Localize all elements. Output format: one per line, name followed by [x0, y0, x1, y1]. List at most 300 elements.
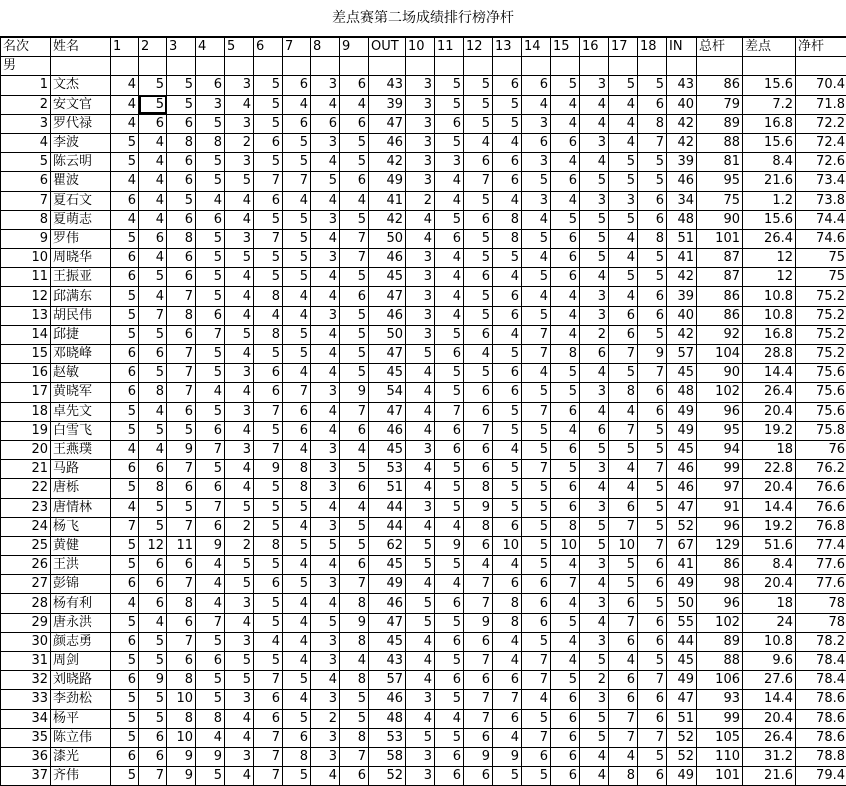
score-cell[interactable]: 6 [435, 229, 464, 248]
score-cell[interactable]: 14.4 [743, 364, 796, 383]
score-cell[interactable]: 6 [464, 383, 493, 402]
score-cell[interactable]: 5 [464, 229, 493, 248]
score-cell[interactable]: 7 [139, 767, 167, 786]
score-cell[interactable]: 6 [340, 421, 369, 440]
score-cell[interactable]: 96 [697, 517, 743, 536]
score-cell[interactable]: 6 [196, 421, 225, 440]
score-cell[interactable]: 5 [493, 95, 522, 114]
score-cell[interactable]: 4 [283, 440, 311, 459]
score-cell[interactable]: 4 [311, 671, 340, 690]
empty-cell[interactable] [609, 57, 638, 76]
player-name-cell[interactable]: 陈云明 [51, 153, 111, 172]
score-cell[interactable]: 6 [435, 114, 464, 133]
score-cell[interactable]: 7 [254, 172, 283, 191]
score-cell[interactable]: 47 [369, 114, 406, 133]
score-cell[interactable]: 5 [283, 325, 311, 344]
score-cell[interactable]: 4 [196, 728, 225, 747]
score-cell[interactable]: 4 [196, 383, 225, 402]
score-cell[interactable]: 5 [464, 95, 493, 114]
empty-cell[interactable] [796, 57, 846, 76]
score-cell[interactable]: 7 [254, 671, 283, 690]
score-cell[interactable]: 96 [697, 402, 743, 421]
score-cell[interactable]: 4 [311, 767, 340, 786]
score-cell[interactable]: 9.6 [743, 652, 796, 671]
column-header[interactable]: IN [667, 38, 697, 57]
score-cell[interactable]: 4 [340, 440, 369, 459]
score-cell[interactable]: 86 [697, 306, 743, 325]
score-cell[interactable]: 5 [638, 172, 667, 191]
score-cell[interactable]: 4 [435, 709, 464, 728]
score-cell[interactable]: 21.6 [743, 172, 796, 191]
score-cell[interactable]: 5 [254, 345, 283, 364]
score-cell[interactable]: 39 [667, 153, 697, 172]
score-cell[interactable]: 5 [254, 268, 283, 287]
score-cell[interactable]: 5 [225, 575, 254, 594]
column-header[interactable]: 3 [167, 38, 196, 57]
score-cell[interactable]: 6 [167, 402, 196, 421]
score-cell[interactable]: 90 [697, 364, 743, 383]
score-cell[interactable]: 8 [283, 460, 311, 479]
score-cell[interactable]: 4 [139, 133, 167, 152]
score-cell[interactable]: 4 [435, 191, 464, 210]
score-cell[interactable]: 7 [167, 383, 196, 402]
score-cell[interactable]: 5 [283, 709, 311, 728]
score-cell[interactable]: 5 [406, 728, 435, 747]
score-cell[interactable]: 46 [369, 421, 406, 440]
score-cell[interactable]: 5 [196, 287, 225, 306]
score-cell[interactable]: 6 [522, 76, 551, 95]
score-cell[interactable]: 6 [464, 268, 493, 287]
score-cell[interactable]: 96 [697, 594, 743, 613]
score-cell[interactable]: 88 [697, 652, 743, 671]
score-cell[interactable]: 75.6 [796, 364, 846, 383]
score-cell[interactable]: 5 [111, 728, 139, 747]
score-cell[interactable]: 91 [697, 498, 743, 517]
score-cell[interactable]: 8 [638, 229, 667, 248]
score-cell[interactable]: 4 [522, 210, 551, 229]
score-cell[interactable]: 6 [551, 249, 580, 268]
score-cell[interactable]: 7 [196, 613, 225, 632]
score-cell[interactable]: 7 [638, 364, 667, 383]
score-cell[interactable]: 5 [609, 575, 638, 594]
score-cell[interactable]: 5 [225, 652, 254, 671]
score-cell[interactable]: 9 [167, 440, 196, 459]
score-cell[interactable]: 20.4 [743, 575, 796, 594]
score-cell[interactable]: 40 [667, 95, 697, 114]
score-cell[interactable]: 5 [522, 268, 551, 287]
score-cell[interactable]: 3 [225, 402, 254, 421]
score-cell[interactable]: 4 [551, 632, 580, 651]
score-cell[interactable]: 7 [254, 229, 283, 248]
score-cell[interactable]: 4 [139, 613, 167, 632]
score-cell[interactable]: 5 [551, 210, 580, 229]
score-cell[interactable]: 89 [697, 114, 743, 133]
score-cell[interactable]: 5 [139, 76, 167, 95]
score-cell[interactable]: 28 [1, 594, 51, 613]
score-cell[interactable]: 8 [167, 671, 196, 690]
score-cell[interactable]: 6 [340, 172, 369, 191]
score-cell[interactable]: 5 [638, 747, 667, 766]
score-cell[interactable]: 5 [111, 325, 139, 344]
score-cell[interactable]: 8 [196, 709, 225, 728]
score-cell[interactable]: 9 [254, 460, 283, 479]
score-cell[interactable]: 4 [435, 249, 464, 268]
score-cell[interactable]: 6 [196, 652, 225, 671]
score-cell[interactable]: 43 [369, 76, 406, 95]
player-name-cell[interactable]: 文杰 [51, 76, 111, 95]
score-cell[interactable]: 8 [340, 632, 369, 651]
score-cell[interactable]: 4 [311, 402, 340, 421]
score-cell[interactable]: 4 [311, 191, 340, 210]
score-cell[interactable]: 3 [406, 767, 435, 786]
score-cell[interactable]: 4 [551, 191, 580, 210]
score-cell[interactable]: 43 [369, 652, 406, 671]
score-cell[interactable]: 5 [435, 728, 464, 747]
score-cell[interactable]: 77.4 [796, 536, 846, 555]
empty-cell[interactable] [111, 57, 139, 76]
score-cell[interactable]: 5 [406, 613, 435, 632]
score-cell[interactable]: 31 [1, 652, 51, 671]
score-cell[interactable]: 4 [225, 268, 254, 287]
score-cell[interactable]: 4 [283, 306, 311, 325]
score-cell[interactable]: 8 [139, 383, 167, 402]
score-cell[interactable]: 7 [609, 728, 638, 747]
column-header[interactable]: 10 [406, 38, 435, 57]
score-cell[interactable]: 3 [580, 191, 609, 210]
score-cell[interactable]: 4 [493, 556, 522, 575]
score-cell[interactable]: 79 [697, 95, 743, 114]
score-cell[interactable]: 5 [254, 479, 283, 498]
score-cell[interactable]: 7 [254, 747, 283, 766]
score-cell[interactable]: 4 [311, 498, 340, 517]
score-cell[interactable]: 5 [139, 709, 167, 728]
score-cell[interactable]: 4 [311, 95, 340, 114]
player-name-cell[interactable]: 邱捷 [51, 325, 111, 344]
column-header[interactable]: 8 [311, 38, 340, 57]
score-cell[interactable]: 7 [638, 536, 667, 555]
score-cell[interactable]: 5 [254, 594, 283, 613]
score-cell[interactable]: 5 [111, 306, 139, 325]
score-cell[interactable]: 5 [522, 306, 551, 325]
score-cell[interactable]: 6 [111, 345, 139, 364]
score-cell[interactable]: 46 [369, 690, 406, 709]
score-cell[interactable]: 6 [580, 421, 609, 440]
score-cell[interactable]: 3 [311, 690, 340, 709]
score-cell[interactable]: 5 [340, 364, 369, 383]
score-cell[interactable]: 7 [254, 728, 283, 747]
score-cell[interactable]: 3 [522, 153, 551, 172]
score-cell[interactable]: 5 [167, 421, 196, 440]
player-name-cell[interactable]: 赵敏 [51, 364, 111, 383]
score-cell[interactable]: 5 [493, 767, 522, 786]
score-cell[interactable]: 46 [667, 172, 697, 191]
score-cell[interactable]: 3 [311, 728, 340, 747]
player-name-cell[interactable]: 罗代禄 [51, 114, 111, 133]
score-cell[interactable]: 46 [667, 479, 697, 498]
score-cell[interactable]: 2 [406, 191, 435, 210]
score-cell[interactable]: 5 [340, 210, 369, 229]
score-cell[interactable]: 4 [283, 517, 311, 536]
column-header[interactable]: 6 [254, 38, 283, 57]
score-cell[interactable]: 49 [369, 172, 406, 191]
score-cell[interactable]: 6 [111, 249, 139, 268]
player-name-cell[interactable]: 彭锦 [51, 575, 111, 594]
score-cell[interactable]: 4 [464, 345, 493, 364]
score-cell[interactable]: 9 [340, 613, 369, 632]
player-name-cell[interactable]: 陈立伟 [51, 728, 111, 747]
score-cell[interactable]: 4 [311, 287, 340, 306]
score-cell[interactable]: 5 [1, 153, 51, 172]
score-cell[interactable]: 5 [111, 709, 139, 728]
score-cell[interactable]: 4 [609, 133, 638, 152]
score-cell[interactable]: 5 [638, 76, 667, 95]
score-cell[interactable]: 5 [493, 421, 522, 440]
score-cell[interactable]: 6 [464, 402, 493, 421]
score-cell[interactable]: 4 [196, 575, 225, 594]
player-name-cell[interactable]: 邓晓峰 [51, 345, 111, 364]
score-cell[interactable]: 5 [283, 268, 311, 287]
score-cell[interactable]: 5 [435, 210, 464, 229]
score-cell[interactable]: 5 [225, 172, 254, 191]
score-cell[interactable]: 3 [225, 76, 254, 95]
score-cell[interactable]: 67 [667, 536, 697, 555]
score-cell[interactable]: 4 [435, 575, 464, 594]
score-cell[interactable]: 4 [1, 133, 51, 152]
score-cell[interactable]: 4 [609, 479, 638, 498]
score-cell[interactable]: 5 [111, 652, 139, 671]
score-cell[interactable]: 4 [283, 594, 311, 613]
score-cell[interactable]: 10 [551, 536, 580, 555]
score-cell[interactable]: 5 [196, 767, 225, 786]
score-cell[interactable]: 5 [196, 460, 225, 479]
score-cell[interactable]: 3 [1, 114, 51, 133]
score-cell[interactable]: 5 [464, 249, 493, 268]
score-cell[interactable]: 5 [493, 479, 522, 498]
score-cell[interactable]: 45 [369, 268, 406, 287]
score-cell[interactable]: 6 [522, 613, 551, 632]
score-cell[interactable]: 6 [638, 306, 667, 325]
score-cell[interactable]: 102 [697, 613, 743, 632]
score-cell[interactable]: 6 [638, 402, 667, 421]
score-cell[interactable]: 42 [667, 133, 697, 152]
score-cell[interactable]: 4 [254, 306, 283, 325]
score-cell[interactable]: 8 [638, 114, 667, 133]
empty-cell[interactable] [167, 57, 196, 76]
score-cell[interactable]: 8 [167, 133, 196, 152]
score-cell[interactable]: 6 [493, 76, 522, 95]
score-cell[interactable]: 5 [254, 95, 283, 114]
score-cell[interactable]: 9 [638, 345, 667, 364]
score-cell[interactable]: 76.8 [796, 517, 846, 536]
score-cell[interactable]: 4 [225, 767, 254, 786]
score-cell[interactable]: 6 [340, 287, 369, 306]
score-cell[interactable]: 16 [1, 364, 51, 383]
score-cell[interactable]: 53 [369, 728, 406, 747]
score-cell[interactable]: 4 [406, 402, 435, 421]
score-cell[interactable]: 5 [493, 498, 522, 517]
score-cell[interactable]: 5 [522, 479, 551, 498]
score-cell[interactable]: 5 [196, 153, 225, 172]
score-cell[interactable]: 8 [493, 613, 522, 632]
score-cell[interactable]: 6 [493, 287, 522, 306]
score-cell[interactable]: 5 [551, 76, 580, 95]
score-cell[interactable]: 4 [406, 383, 435, 402]
score-cell[interactable]: 7 [522, 460, 551, 479]
score-cell[interactable]: 5 [638, 517, 667, 536]
score-cell[interactable]: 6 [638, 632, 667, 651]
score-cell[interactable]: 5 [435, 690, 464, 709]
player-name-cell[interactable]: 杨平 [51, 709, 111, 728]
score-cell[interactable]: 75.8 [796, 421, 846, 440]
score-cell[interactable]: 6 [167, 153, 196, 172]
player-name-cell[interactable]: 安文官 [51, 95, 111, 114]
score-cell[interactable]: 5 [580, 440, 609, 459]
score-cell[interactable]: 42 [667, 325, 697, 344]
player-name-cell[interactable]: 王燕璞 [51, 440, 111, 459]
score-cell[interactable]: 4 [551, 421, 580, 440]
score-cell[interactable]: 81 [697, 153, 743, 172]
score-cell[interactable]: 4 [406, 479, 435, 498]
score-cell[interactable]: 5 [225, 498, 254, 517]
score-cell[interactable]: 4 [311, 556, 340, 575]
score-cell[interactable]: 6 [464, 210, 493, 229]
score-cell[interactable]: 8 [167, 709, 196, 728]
score-cell[interactable]: 4 [139, 249, 167, 268]
empty-cell[interactable] [743, 57, 796, 76]
player-name-cell[interactable]: 卓先文 [51, 402, 111, 421]
column-header[interactable]: 5 [225, 38, 254, 57]
column-header[interactable]: 9 [340, 38, 369, 57]
score-cell[interactable]: 5 [522, 709, 551, 728]
score-cell[interactable]: 7 [638, 460, 667, 479]
score-cell[interactable]: 5 [609, 556, 638, 575]
column-header[interactable]: 名次 [1, 38, 51, 57]
score-cell[interactable]: 4 [580, 613, 609, 632]
score-cell[interactable]: 41 [667, 556, 697, 575]
score-cell[interactable]: 6 [493, 517, 522, 536]
score-cell[interactable]: 5 [435, 556, 464, 575]
score-cell[interactable]: 5 [196, 671, 225, 690]
score-cell[interactable]: 48 [667, 210, 697, 229]
score-cell[interactable]: 6 [551, 440, 580, 459]
score-cell[interactable]: 4 [580, 268, 609, 287]
score-cell[interactable]: 76.6 [796, 479, 846, 498]
score-cell[interactable]: 5 [609, 268, 638, 287]
score-cell[interactable]: 5 [340, 517, 369, 536]
score-cell[interactable]: 5 [522, 767, 551, 786]
score-cell[interactable]: 3 [406, 114, 435, 133]
score-cell[interactable]: 6 [609, 325, 638, 344]
score-cell[interactable]: 43 [667, 76, 697, 95]
score-cell[interactable]: 6 [196, 306, 225, 325]
score-cell[interactable]: 10 [1, 249, 51, 268]
score-cell[interactable]: 5 [196, 114, 225, 133]
score-cell[interactable]: 76.2 [796, 460, 846, 479]
score-cell[interactable]: 5 [435, 652, 464, 671]
score-cell[interactable]: 3 [406, 133, 435, 152]
score-cell[interactable]: 7 [167, 460, 196, 479]
score-cell[interactable]: 77.6 [796, 556, 846, 575]
score-cell[interactable]: 3 [522, 114, 551, 133]
score-cell[interactable]: 5 [111, 133, 139, 152]
score-cell[interactable]: 3 [406, 747, 435, 766]
score-cell[interactable]: 52 [369, 767, 406, 786]
score-cell[interactable]: 4 [311, 268, 340, 287]
score-cell[interactable]: 5 [254, 498, 283, 517]
score-cell[interactable]: 52 [667, 728, 697, 747]
score-cell[interactable]: 99 [697, 709, 743, 728]
score-cell[interactable]: 4 [311, 345, 340, 364]
score-cell[interactable]: 2 [225, 517, 254, 536]
score-cell[interactable]: 79.4 [796, 767, 846, 786]
score-cell[interactable]: 6 [111, 460, 139, 479]
score-cell[interactable]: 5 [406, 594, 435, 613]
score-cell[interactable]: 47 [667, 498, 697, 517]
score-cell[interactable]: 110 [697, 747, 743, 766]
score-cell[interactable]: 54 [369, 383, 406, 402]
score-cell[interactable]: 5 [111, 421, 139, 440]
score-cell[interactable]: 45 [369, 632, 406, 651]
score-cell[interactable]: 5 [340, 133, 369, 152]
score-cell[interactable]: 6 [551, 498, 580, 517]
score-cell[interactable]: 102 [697, 383, 743, 402]
score-cell[interactable]: 6 [139, 575, 167, 594]
score-cell[interactable]: 5 [580, 172, 609, 191]
score-cell[interactable]: 5 [311, 613, 340, 632]
score-cell[interactable]: 7 [196, 498, 225, 517]
score-cell[interactable]: 3 [580, 306, 609, 325]
score-cell[interactable]: 94 [697, 440, 743, 459]
score-cell[interactable]: 78.4 [796, 671, 846, 690]
score-cell[interactable]: 5 [580, 517, 609, 536]
score-cell[interactable]: 25 [1, 536, 51, 555]
score-cell[interactable]: 19.2 [743, 517, 796, 536]
score-cell[interactable]: 5 [139, 517, 167, 536]
score-cell[interactable]: 4 [340, 191, 369, 210]
score-cell[interactable]: 7 [493, 690, 522, 709]
score-cell[interactable]: 5 [139, 95, 167, 114]
score-cell[interactable]: 4 [311, 325, 340, 344]
score-cell[interactable]: 6 [435, 440, 464, 459]
score-cell[interactable]: 5 [464, 364, 493, 383]
score-cell[interactable]: 8 [167, 594, 196, 613]
score-cell[interactable]: 50 [369, 229, 406, 248]
score-cell[interactable]: 86 [697, 556, 743, 575]
score-cell[interactable]: 7 [609, 345, 638, 364]
score-cell[interactable]: 3 [406, 76, 435, 95]
score-cell[interactable]: 5 [522, 440, 551, 459]
score-cell[interactable]: 6 [609, 671, 638, 690]
empty-cell[interactable] [311, 57, 340, 76]
score-cell[interactable]: 93 [697, 690, 743, 709]
score-cell[interactable]: 86 [697, 76, 743, 95]
score-cell[interactable]: 78.2 [796, 632, 846, 651]
score-cell[interactable]: 4 [406, 575, 435, 594]
score-cell[interactable]: 5 [638, 440, 667, 459]
score-cell[interactable]: 6 [435, 767, 464, 786]
score-cell[interactable]: 77.6 [796, 575, 846, 594]
score-cell[interactable]: 3 [580, 383, 609, 402]
score-cell[interactable]: 6 [167, 114, 196, 133]
score-cell[interactable]: 9 [464, 747, 493, 766]
score-cell[interactable]: 5 [139, 652, 167, 671]
score-cell[interactable]: 3 [225, 114, 254, 133]
score-cell[interactable]: 75.2 [796, 306, 846, 325]
score-cell[interactable]: 88 [697, 133, 743, 152]
score-cell[interactable]: 5 [225, 325, 254, 344]
score-cell[interactable]: 3 [580, 632, 609, 651]
score-cell[interactable]: 6 [111, 268, 139, 287]
